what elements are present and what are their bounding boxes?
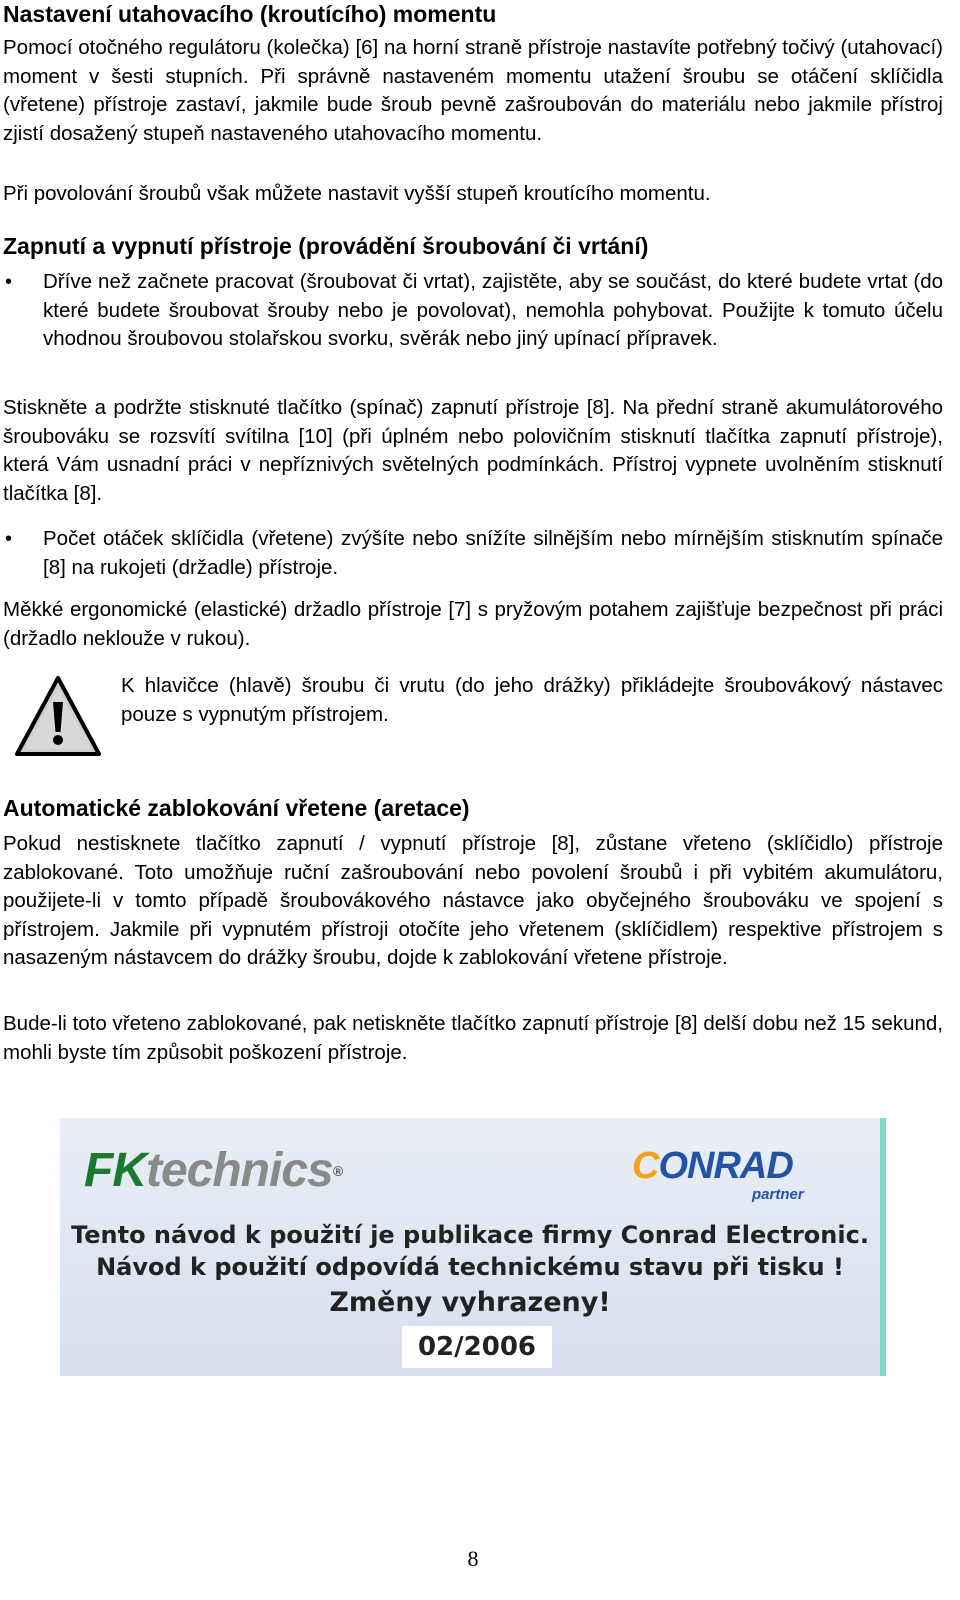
heading-spindle-lock: Automatické zablokování vřetene (aretace) [3, 795, 470, 821]
fk-technics-logo: FKtechnics® [84, 1144, 343, 1197]
banner-line-publisher: Tento návod k použití je publikace firmy Conrad Electronic. [71, 1221, 869, 1249]
publisher-banner [60, 1118, 886, 1376]
publication-date: 02/2006 [402, 1326, 552, 1368]
bullet-icon: • [5, 528, 13, 550]
bullet-text: Dříve než začnete pracovat (šroubovat či vrtat), zajistěte, aby se součást, do které budete vrtat (do které budete šroubovat šrouby nebo je povolovat), nemohla pohybovat. Použijte k tomuto účelu vhodnou šroubovou stolařskou svorku, svěrák nebo jiný upínací přípravek. [43, 270, 943, 350]
page-number: 8 [467, 1546, 479, 1571]
paragraph-handle: Měkké ergonomické (elastické) držadlo přístroje [7] s pryžovým potahem zajišťuje bezpečnost při práci (držadlo neklouže v rukou). [3, 598, 943, 650]
paragraph-torque-loosening: Při povolování šroubů však můžete nastavit vyšší stupeň kroutícího momentu. [3, 182, 711, 205]
banner-line-changes-reserved: Změny vyhrazeny! [329, 1287, 611, 1318]
paragraph-switch-on: Stiskněte a podržte stisknuté tlačítko (spínač) zapnutí přístroje [8]. Na přední straně akumulátorového šroubováku se rozsvítí svítilna [10] (při úplném nebo polovičním stisknutí tlačítka zapnutí přístroje), která Vám usnadní práci v nepříznivých světelných podmínkách. Přístroj vypnete uvolněním stisknutí tlačítka [8]. [3, 396, 943, 505]
bullet-item-speed [3, 525, 943, 582]
paragraph-spindle-lock: Pokud nestisknete tlačítko zapnutí / vypnutí přístroje [8], zůstane vřeteno (sklíčidlo) přístroje zablokované. Toto umožňuje ruční zašroubování nebo povolení šroubů i při vybitém akumulátoru, použijete-li v tomto případě šroubovákového nástavce jako obyčejného šroubováku ve spojení s přístrojem. Jakmile při vypnutém přístroji otočíte jeho vřetenem (sklíčidlem) respektive přístrojem s nasazeným nástavcem do drážky šroubu, dojde k zablokování vřetene přístroje. [3, 832, 943, 969]
heading-power: Zapnutí a vypnutí přístroje (provádění šroubování či vrtání) [3, 233, 649, 259]
bullet-item-secure-workpiece [3, 268, 943, 354]
warning-triangle-icon [13, 674, 103, 758]
bullet-text: Počet otáček sklíčidla (vřetene) zvýšíte nebo snížíte silnějším nebo mírnějším stisknutím spínače [8] na rukojeti (držadle) přístroje. [43, 527, 943, 579]
warning-text: K hlavičce (hlavě) šroubu či vrutu (do jeho drážky) přikládejte šroubovákový nástavec pouze s vypnutým přístrojem. [121, 674, 943, 726]
paragraph-spindle-warning: Bude-li toto vřeteno zablokované, pak netiskněte tlačítko zapnutí přístroje [8] delší dobu než 15 sekund, mohli byste tím způsobit poškození přístroje. [3, 1012, 943, 1064]
heading-torque: Nastavení utahovacího (kroutícího) momentu [3, 1, 497, 27]
paragraph-torque-setting: Pomocí otočného regulátoru (kolečka) [6] na horní straně přístroje nastavíte potřebný točivý (utahovací) moment v šesti stupních. Při správně nastaveném momentu utažení šroubu se otáčení sklíčidla (vřetene) přístroje zastaví, jakmile bude šroub pevně zašroubován do materiálu nebo jakmile přístroj zjistí dosažený stupeň nastaveného utahovacího momentu. [3, 36, 943, 145]
bullet-icon: • [5, 271, 13, 293]
banner-line-technical-state: Návod k použití odpovídá technickému stavu při tisku ! [96, 1253, 844, 1281]
conrad-partner-logo: CONRAD partner [632, 1145, 804, 1203]
